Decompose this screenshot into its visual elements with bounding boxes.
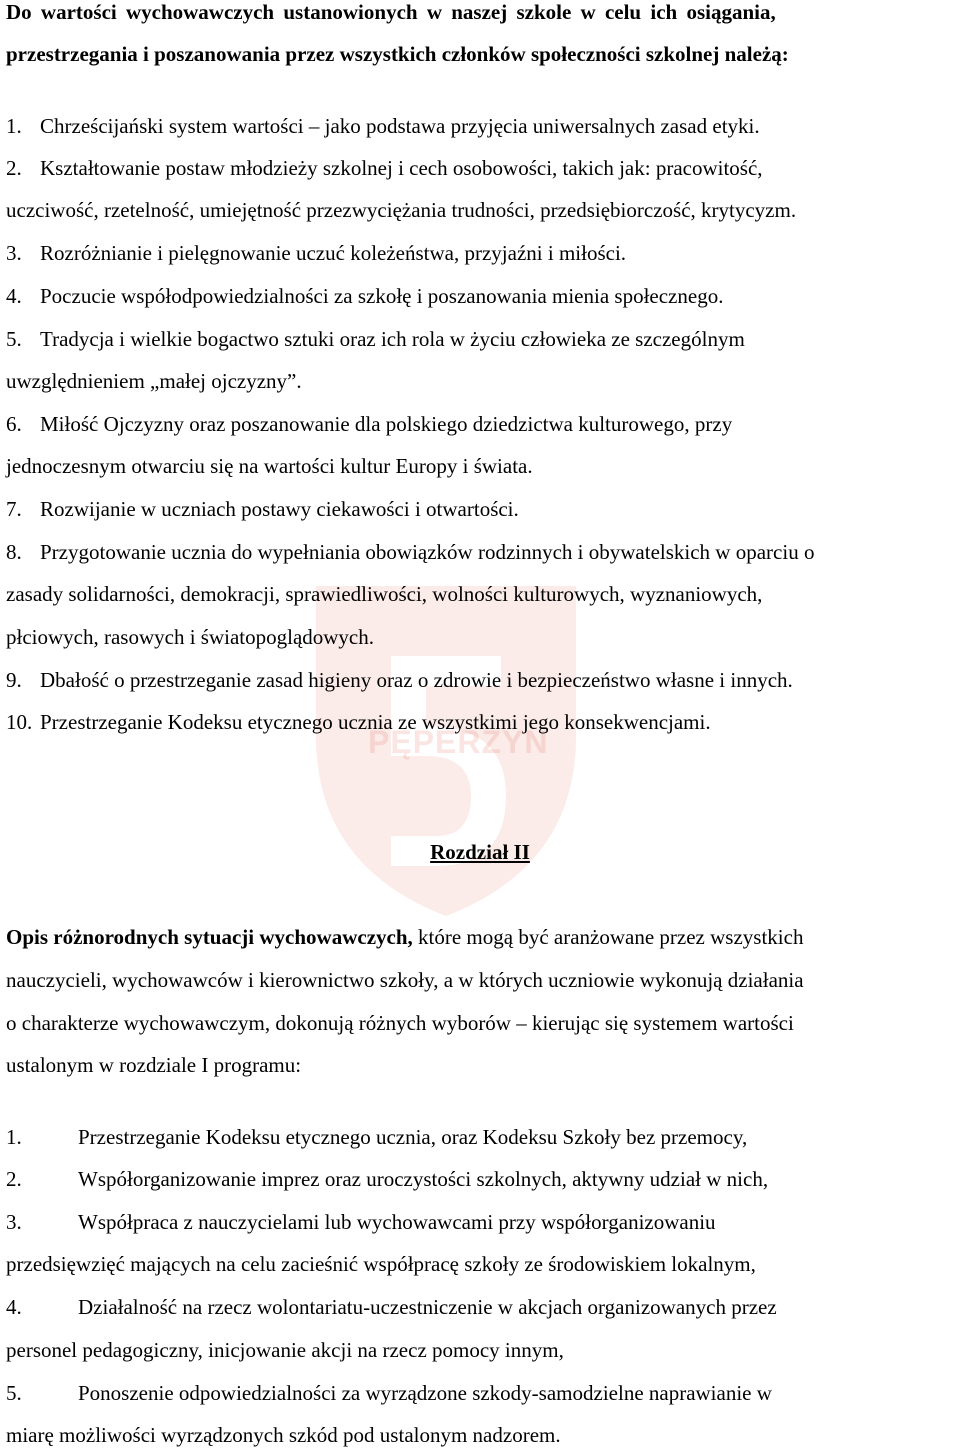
value-item-1: 1. Chrześcijański system wartości – jako podstawa przyjęcia uniwersalnych zasad etyki. bbox=[6, 114, 760, 138]
situation-item-3: 3. Współpraca z nauczycielami lub wychowawcami przy współorganizowaniu bbox=[6, 1210, 716, 1234]
situation-item-5: 5. Ponoszenie odpowiedzialności za wyrządzone szkody-samodzielne naprawianie w bbox=[6, 1381, 772, 1405]
value-item-2: 2. Kształtowanie postaw młodzieży szkolnej i cech osobowości, takich jak: pracowitość, bbox=[6, 156, 763, 180]
situation-item-4-cont: personel pedagogiczny, inicjowanie akcji na rzecz pomocy innym, bbox=[6, 1338, 564, 1362]
situation-item-1: 1. Przestrzeganie Kodeksu etycznego ucznia, oraz Kodeksu Szkoły bez przemocy, bbox=[6, 1125, 748, 1149]
value-item-8: 8. Przygotowanie ucznia do wypełniania obowiązków rodzinnych i obywatelskich w oparciu o bbox=[6, 540, 815, 564]
value-item-10: 10. Przestrzeganie Kodeksu etycznego ucznia ze wszystkimi jego konsekwencjami. bbox=[6, 710, 711, 734]
situation-item-2: 2. Współorganizowanie imprez oraz uroczystości szkolnych, aktywny udział w nich, bbox=[6, 1167, 769, 1191]
intro-text-1: Do wartości wychowawczych ustanowionych w naszej szkole w celu ich osiągania, bbox=[6, 0, 776, 24]
value-item-5-cont: uwzględnieniem „małej ojczyzny”. bbox=[6, 369, 302, 393]
watermark-text: PĘPERZYN bbox=[368, 724, 549, 760]
situation-item-5-cont: miarę możliwości wyrządzonych szkód pod ustalonym nadzorem. bbox=[6, 1423, 561, 1447]
value-item-6-cont: jednoczesnym otwarciu się na wartości kultur Europy i świata. bbox=[6, 454, 533, 478]
value-item-8-cont2: płciowych, rasowych i światopoglądowych. bbox=[6, 625, 375, 649]
intro-line-2: przestrzegania i poszanowania przez wszystkich członków społeczności szkolnej należą: bbox=[6, 42, 789, 66]
description-line-1: Opis różnorodnych sytuacji wychowawczych, które mogą być aranżowane przez wszystkich bbox=[6, 925, 804, 949]
value-item-8-cont: zasady solidarności, demokracji, sprawiedliwości, wolności kulturowych, wyznaniowych, bbox=[6, 582, 763, 606]
chapter-title: Rozdział II bbox=[430, 840, 530, 864]
description-line-3: o charakterze wychowawczym, dokonują różnych wyborów – kierując się systemem wartości bbox=[6, 1011, 794, 1035]
situation-item-4: 4. Działalność na rzecz wolontariatu-uczestniczenie w akcjach organizowanych przez bbox=[6, 1295, 777, 1319]
description-line-4: ustalonym w rozdziale I programu: bbox=[6, 1053, 302, 1077]
situation-item-3-cont: przedsięwzięć mających na celu zacieśnić współpracę szkoły ze środowiskiem lokalnym, bbox=[6, 1252, 756, 1276]
value-item-6: 6. Miłość Ojczyzny oraz poszanowanie dla polskiego dziedzictwa kulturowego, przy bbox=[6, 412, 733, 436]
value-item-2-cont: uczciwość, rzetelność, umiejętność przezwyciężania trudności, przedsiębiorczość, krytycyzm. bbox=[6, 198, 797, 222]
intro-line-1 bbox=[6, 2, 956, 23]
value-item-9: 9. Dbałość o przestrzeganie zasad higieny oraz o zdrowie i bezpieczeństwo własne i innych. bbox=[6, 668, 793, 692]
description-line-2: nauczycieli, wychowawców i kierownictwo szkoły, a w których uczniowie wykonują działania bbox=[6, 968, 804, 992]
value-item-3: 3. Rozróżnianie i pielęgnowanie uczuć koleżeństwa, przyjaźni i miłości. bbox=[6, 241, 627, 265]
value-item-7: 7. Rozwijanie w uczniach postawy ciekawości i otwartości. bbox=[6, 497, 519, 521]
value-item-5: 5. Tradycja i wielkie bogactwo sztuki oraz ich rola w życiu człowieka ze szczególnym bbox=[6, 327, 745, 351]
value-item-4: 4. Poczucie współodpowiedzialności za szkołę i poszanowania mienia społecznego. bbox=[6, 284, 724, 308]
